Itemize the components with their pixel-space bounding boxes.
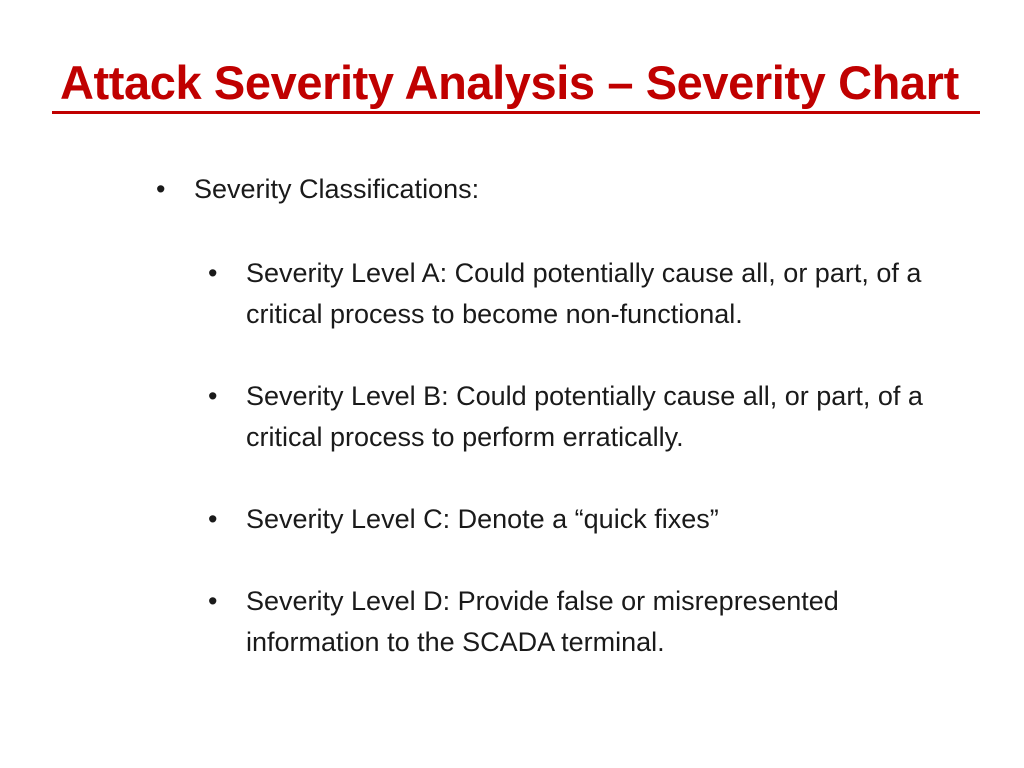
- title-underline: [52, 111, 980, 114]
- severity-level-c-text: Severity Level C: Denote a “quick fixes”: [246, 504, 719, 534]
- slide-title: Attack Severity Analysis – Severity Chart: [60, 56, 959, 109]
- bullet-icon: •: [208, 504, 218, 534]
- severity-level-list: [208, 253, 928, 663]
- bullet-icon: •: [156, 174, 166, 204]
- severity-classifications-heading: [156, 172, 479, 206]
- severity-level-a: [208, 253, 928, 335]
- severity-level-b: [208, 376, 928, 458]
- bullet-icon: •: [208, 381, 218, 411]
- severity-level-a-text: Severity Level A: Could potentially cause all, or part, of a critical process to become non-functional.: [246, 258, 922, 329]
- severity-level-d: [208, 581, 928, 663]
- severity-level-c: [208, 499, 928, 540]
- severity-level-b-text: Severity Level B: Could potentially cause all, or part, of a critical process to perform erratically.: [246, 381, 923, 452]
- bullet-icon: •: [208, 586, 218, 616]
- severity-level-d-text: Severity Level D: Provide false or misrepresented information to the SCADA terminal.: [246, 586, 839, 657]
- heading-bullet-text: Severity Classifications:: [194, 174, 480, 204]
- bullet-icon: •: [208, 258, 218, 288]
